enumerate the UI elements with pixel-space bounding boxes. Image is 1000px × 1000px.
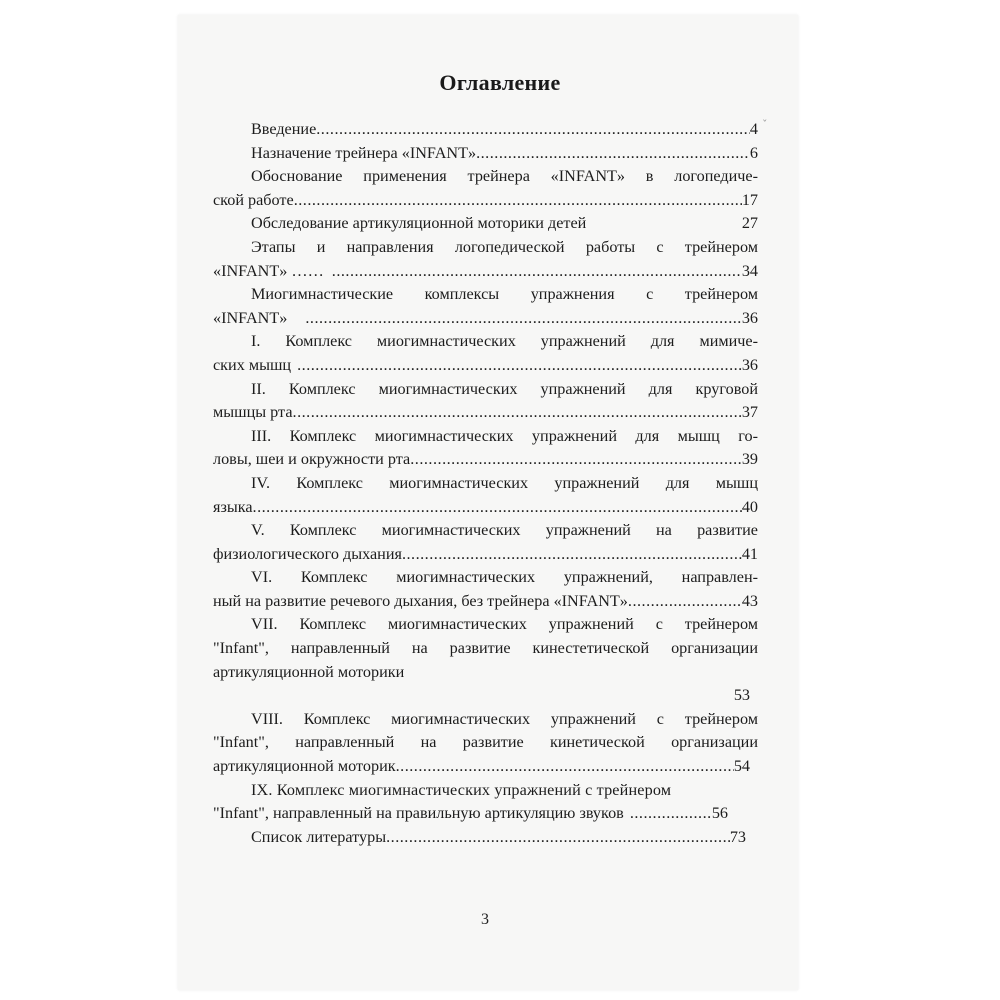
toc-page-number: 56 bbox=[711, 804, 728, 823]
toc-entry-title-end: «INFANT» bbox=[213, 308, 288, 327]
toc-entry-title-line: "Infant", направленный на развитие кинетической организации bbox=[213, 733, 758, 752]
leader-dots bbox=[294, 189, 742, 213]
toc-entry-title-end: "Infant", направленный на правильную артикуляцию звуков bbox=[213, 804, 624, 823]
toc-entry bbox=[213, 472, 758, 519]
leader-dots bbox=[386, 826, 730, 850]
toc-line bbox=[213, 401, 758, 425]
toc-entry-title-end: языка bbox=[213, 497, 253, 516]
toc-line bbox=[213, 496, 758, 520]
toc-entry-title-line: Обоснование применения трейнера «INFANT» в логопедиче- bbox=[251, 167, 758, 186]
toc-line bbox=[213, 354, 758, 378]
toc-entry-title-line: III. Комплекс миогимнастических упражнений для мышц го- bbox=[251, 426, 758, 445]
toc-line bbox=[213, 142, 758, 166]
toc-entry bbox=[213, 118, 758, 142]
toc-entry-title-end: ских мышц bbox=[213, 355, 292, 374]
toc-page-number: 54 bbox=[733, 757, 750, 776]
toc-entry bbox=[213, 165, 758, 212]
toc-page-number: 37 bbox=[741, 403, 758, 422]
toc-entry bbox=[213, 142, 758, 166]
leader-dots bbox=[628, 590, 742, 614]
toc-entry-title-line: V. Комплекс миогимнастических упражнений на развитие bbox=[251, 521, 758, 540]
toc-page-number: 17 bbox=[741, 190, 758, 209]
toc-entry bbox=[213, 708, 758, 779]
margin-mark: ˇ bbox=[762, 118, 768, 131]
toc-page-number: 41 bbox=[741, 544, 758, 563]
toc-entry-title-line: артикуляционной моторики bbox=[213, 662, 405, 681]
toc-entry-title: Назначение трейнера «INFANT» bbox=[251, 143, 477, 162]
toc-entry-title-end: ловы, шеи и окружности рта bbox=[213, 450, 411, 469]
leader-dots bbox=[291, 354, 742, 378]
toc-line bbox=[213, 189, 758, 213]
toc-line bbox=[213, 755, 758, 779]
leader-dots bbox=[316, 118, 750, 142]
toc-entry bbox=[213, 283, 758, 330]
toc-entry bbox=[213, 779, 758, 826]
toc-entry-title-line: I. Комплекс миогимнастических упражнений для мимиче- bbox=[251, 332, 758, 351]
toc-entry bbox=[213, 613, 758, 707]
toc-entry-title-line: VI. Комплекс миогимнастических упражнений, направлен- bbox=[251, 568, 758, 587]
toc-line bbox=[213, 118, 758, 142]
toc-entry bbox=[213, 212, 758, 236]
toc-line bbox=[213, 802, 728, 826]
toc-page-number: 4 bbox=[749, 120, 758, 138]
toc-entry-title-end: ской работе bbox=[213, 190, 294, 209]
toc-entry bbox=[213, 566, 758, 613]
toc-line bbox=[213, 543, 758, 567]
toc-entry-title: Введение bbox=[251, 120, 317, 138]
toc-entry-title-end: физиологического дыхания bbox=[213, 544, 402, 563]
toc-entry-title-end: «INFANT» …… bbox=[213, 261, 324, 280]
toc-line bbox=[213, 590, 758, 614]
toc-line bbox=[213, 307, 758, 331]
toc-entry bbox=[213, 330, 758, 377]
leader-dots bbox=[324, 260, 742, 284]
page-number: 3 bbox=[481, 911, 489, 928]
leader-dots bbox=[293, 401, 742, 425]
toc-entry bbox=[213, 425, 758, 472]
leader-dots bbox=[410, 448, 742, 472]
toc-entry bbox=[213, 519, 758, 566]
toc-line bbox=[213, 826, 746, 850]
toc-entry-title-end: мышцы рта bbox=[213, 403, 293, 422]
toc-page-number: 53 bbox=[733, 686, 750, 705]
leader-dots bbox=[476, 142, 750, 166]
toc-entry bbox=[213, 826, 758, 850]
page-title: Оглавление bbox=[439, 70, 561, 95]
table-of-contents bbox=[213, 118, 758, 849]
toc-entry-title-line: VIII. Комплекс миогимнастических упражнений с трейнером bbox=[251, 709, 758, 728]
toc-entry-title-line: IV. Комплекс миогимнастических упражнений для мышц bbox=[251, 473, 758, 492]
toc-entry-title-line: "Infant", направленный на развитие кинестетической организации bbox=[213, 639, 758, 658]
toc-entry-title-line: IX. Комплекс миогимнастических упражнений с трейнером bbox=[251, 780, 672, 799]
toc-page-number: 36 bbox=[741, 308, 758, 327]
toc-entry-title-line: VII. Комплекс миогимнастических упражнений с трейнером bbox=[251, 615, 758, 634]
toc-line bbox=[213, 684, 758, 708]
toc-entry-title: Список литературы bbox=[251, 827, 387, 846]
toc-page-number: 43 bbox=[741, 591, 758, 610]
leader-dots bbox=[253, 496, 742, 520]
toc-page-number: 36 bbox=[741, 355, 758, 374]
toc-page-number: 73 bbox=[729, 827, 746, 846]
leader-dots bbox=[402, 543, 742, 567]
leader-dots bbox=[287, 307, 741, 331]
toc-line bbox=[213, 260, 758, 284]
toc-line bbox=[213, 212, 758, 236]
toc-page-number: 39 bbox=[741, 450, 758, 469]
toc-page-number: 6 bbox=[749, 143, 758, 162]
toc-entry-title: Обследование артикуляционной моторики детей bbox=[251, 214, 587, 233]
leader-dots bbox=[396, 755, 734, 779]
leader-dots bbox=[624, 802, 712, 826]
toc-page-number: 27 bbox=[741, 214, 758, 233]
toc-entry-title-line: II. Комплекс миогимнастических упражнений для круговой bbox=[251, 379, 758, 398]
toc-entry-title-line: Миогимнастические комплексы упражнения с трейнером bbox=[251, 285, 758, 304]
toc-entry-title-end: ный на развитие речевого дыхания, без трейнера «INFANT» bbox=[213, 591, 628, 610]
toc-page-number: 34 bbox=[741, 261, 758, 280]
toc-page-number: 40 bbox=[741, 497, 758, 516]
toc-line bbox=[213, 448, 758, 472]
toc-entry bbox=[213, 236, 758, 283]
toc-entry bbox=[213, 378, 758, 425]
toc-entry-title-line: Этапы и направления логопедической работы с трейнером bbox=[251, 237, 758, 256]
toc-entry-title-end: артикуляционной моторик bbox=[213, 757, 396, 776]
